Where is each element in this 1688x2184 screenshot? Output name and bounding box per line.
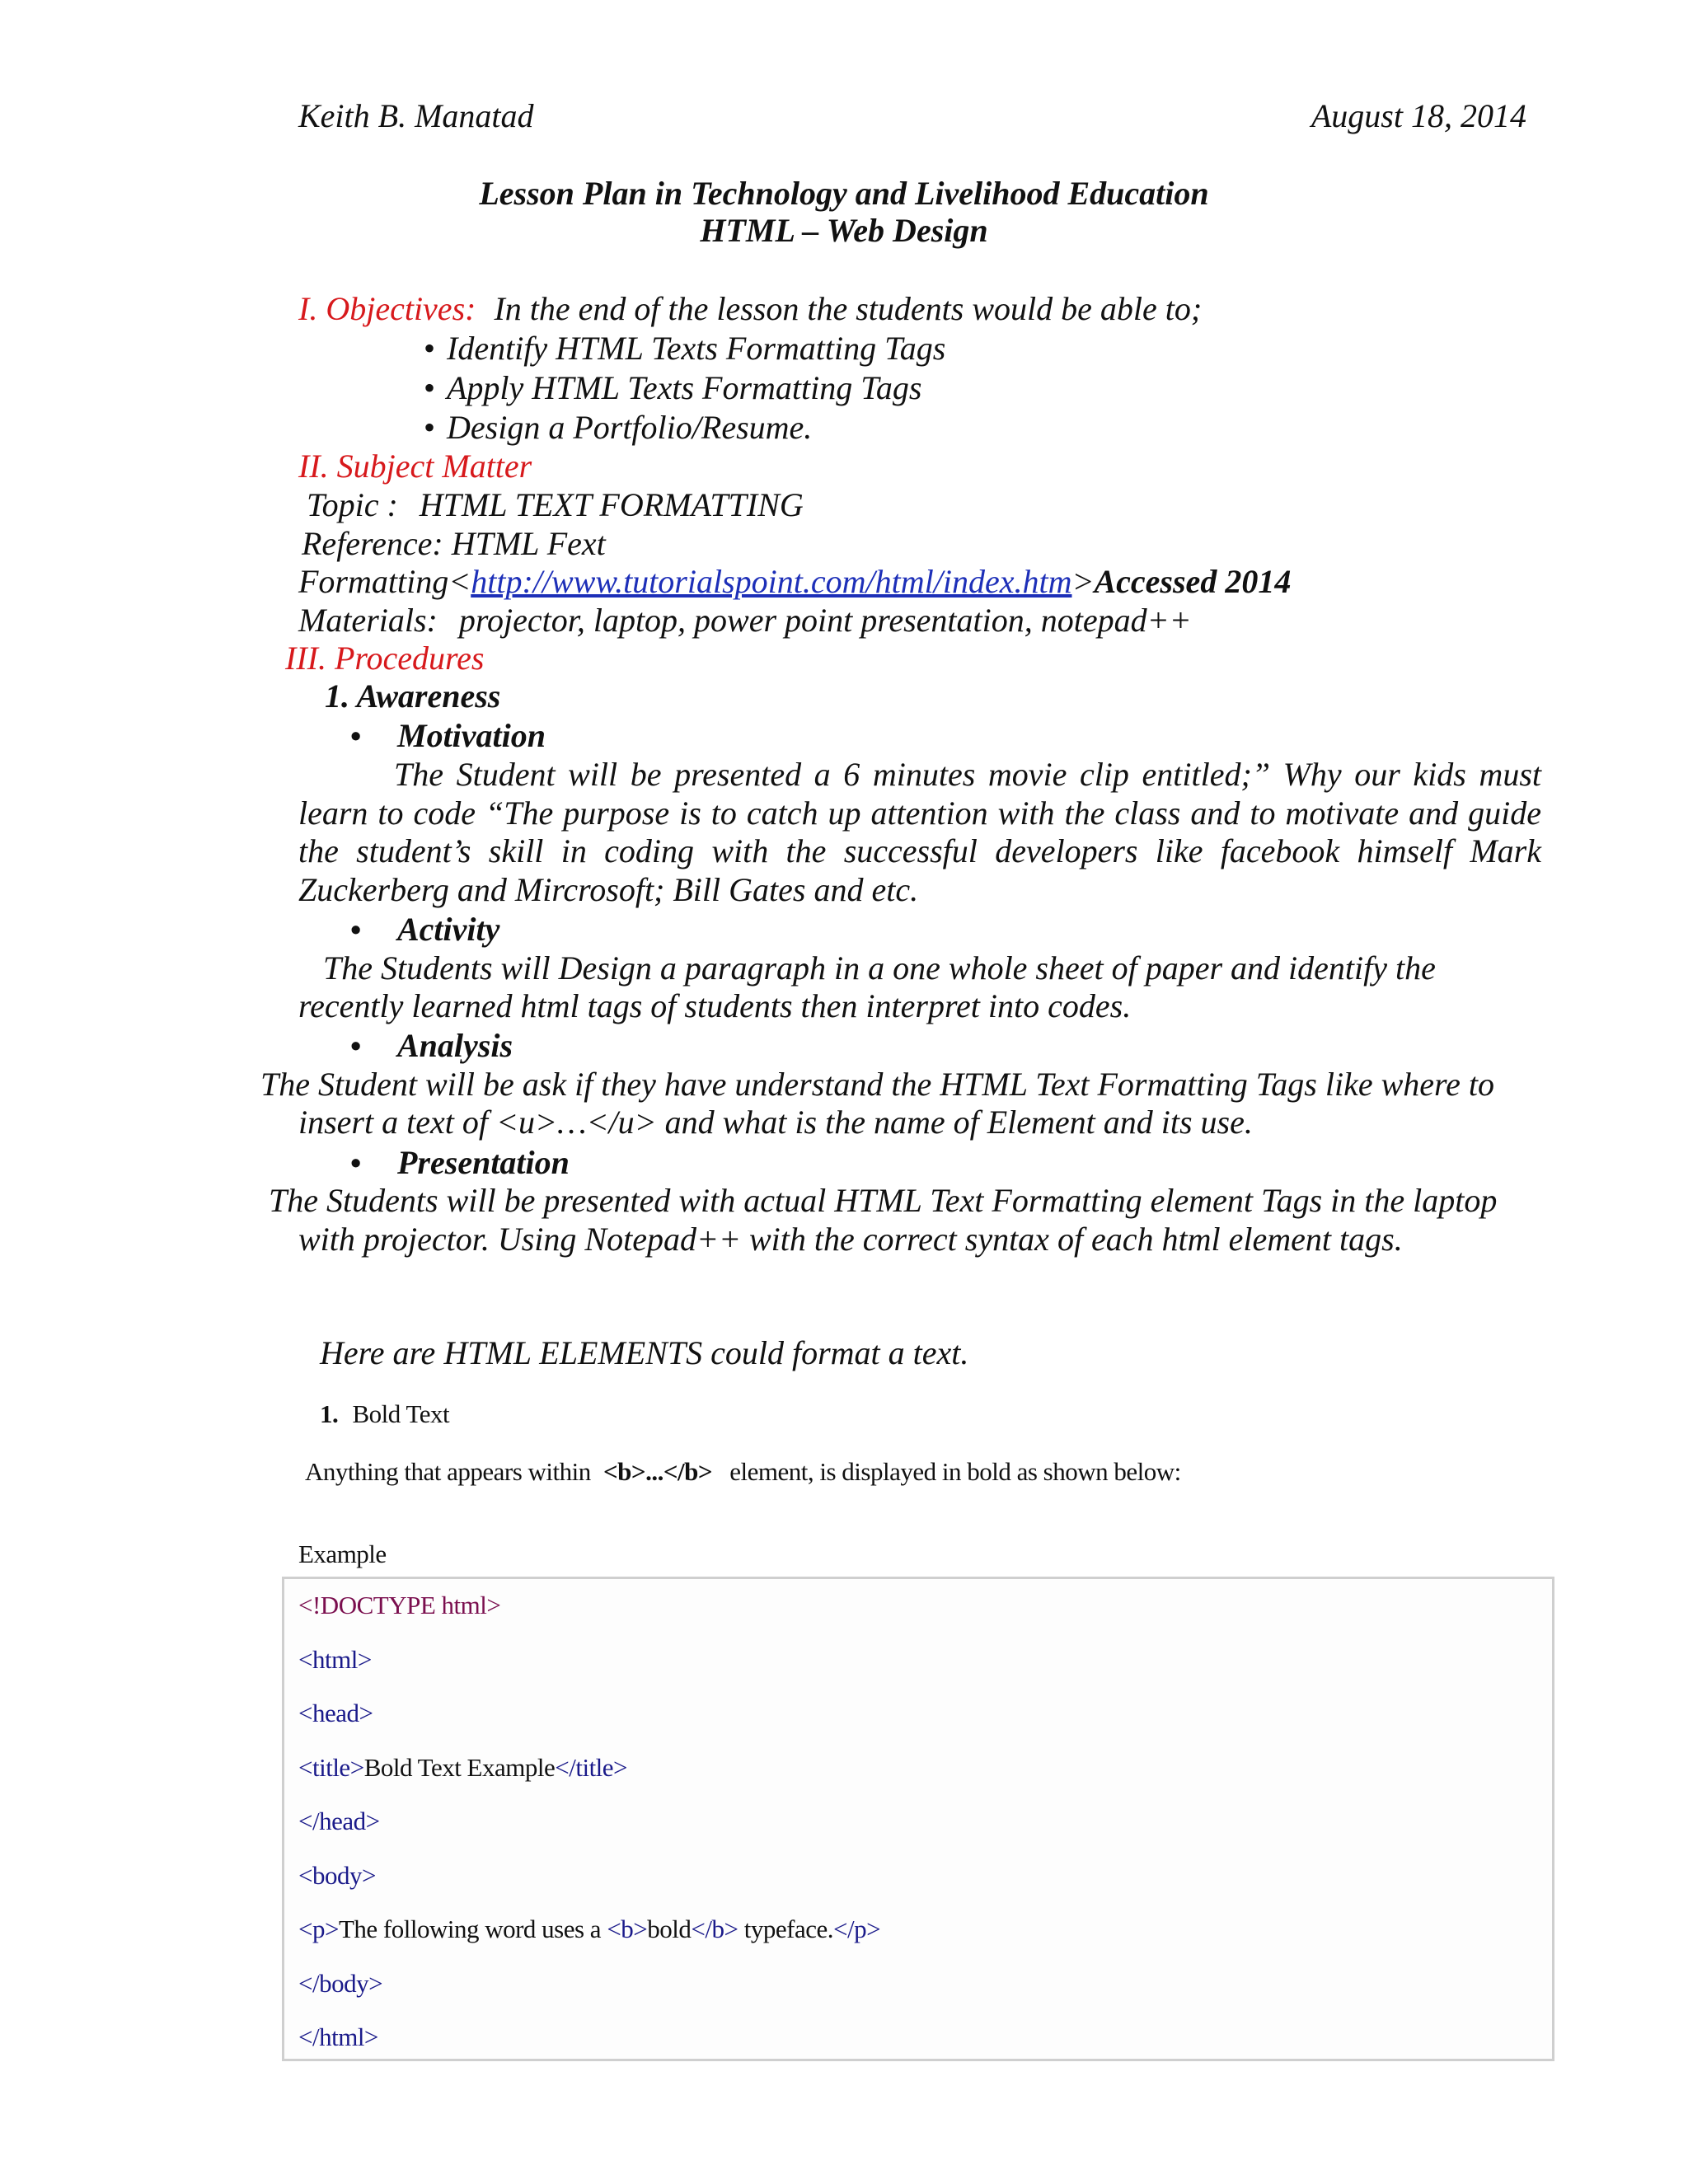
bullet-icon: • xyxy=(350,1029,362,1064)
activity-text-line: recently learned html tags of students then interpret into codes. xyxy=(298,987,1132,1024)
objective-item: • Design a Portfolio/Resume. xyxy=(424,408,812,448)
code-example-box xyxy=(282,1577,1554,2061)
document-date: August 18, 2014 xyxy=(1311,97,1526,134)
elements-intro: Here are HTML ELEMENTS could format a text. xyxy=(320,1334,969,1371)
presentation-text-line: with projector. Using Notepad++ with the correct syntax of each html element tags. xyxy=(298,1221,1403,1258)
procedure-step-awareness: 1. Awareness xyxy=(325,677,501,715)
document-subtitle: HTML – Web Design xyxy=(700,212,988,249)
objectives-intro: In the end of the lesson the students would be able to; xyxy=(494,290,1203,327)
reference-accessed: Accessed 2014 xyxy=(1094,563,1292,600)
objective-item: • Identify HTML Texts Formatting Tags xyxy=(424,329,945,368)
analysis-heading: Analysis xyxy=(397,1027,513,1064)
code-title-open: <title> xyxy=(298,1753,364,1782)
topic-line xyxy=(307,485,804,525)
code-p-text-end: typeface. xyxy=(738,1915,833,1943)
objectives-label: I. Objectives: xyxy=(298,290,476,327)
analysis-text-line: insert a text of <u>…</u> and what is the name of Element and its use. xyxy=(298,1104,1253,1141)
topic-value: HTML TEXT FORMATTING xyxy=(419,486,804,523)
code-doctype: <!DOCTYPE html> xyxy=(298,1591,501,1619)
code-p-close: </p> xyxy=(833,1915,881,1943)
code-paragraph-line xyxy=(298,1914,880,1945)
code-title-line xyxy=(298,1752,627,1783)
activity-text-line: The Students will Design a paragraph in a one whole sheet of paper and identify the xyxy=(323,949,1436,987)
bold-text-heading: Bold Text xyxy=(352,1399,450,1428)
analysis-text-line: The Student will be ask if they have understand the HTML Text Formatting Tags like where to xyxy=(260,1066,1494,1103)
motivation-text-line: the student’s skill in coding with the successful developers like facebook himself Mark xyxy=(298,832,1541,869)
motivation-text-line: Zuckerberg and Mircrosoft; Bill Gates and etc. xyxy=(298,871,919,908)
presentation-heading-row xyxy=(350,1143,570,1183)
objectives-line xyxy=(298,289,1202,329)
motivation-text-line: learn to code “The purpose is to catch up attention with the class and to motivate and guide xyxy=(298,794,1541,832)
objective-item: • Apply HTML Texts Formatting Tags xyxy=(424,368,921,408)
code-p-open: <p> xyxy=(298,1915,339,1943)
materials-line xyxy=(298,601,1192,640)
bold-text-description xyxy=(305,1456,1181,1488)
presentation-text-line: The Students will be presented with actual HTML Text Formatting element Tags in the laptop xyxy=(269,1182,1498,1219)
materials-label: Materials: xyxy=(298,602,438,639)
code-title-text: Bold Text Example xyxy=(363,1753,556,1782)
bullet-icon: • xyxy=(350,719,362,754)
bullet-icon: • xyxy=(350,1146,362,1181)
materials-value: projector, laptop, power point presentation, notepad++ xyxy=(458,602,1192,639)
author-name: Keith B. Manatad xyxy=(298,97,534,134)
code-body-close: </body> xyxy=(298,1969,383,1998)
code-html-open: <html> xyxy=(298,1645,372,1674)
code-html-close: </html> xyxy=(298,2022,378,2051)
code-b-open: <b> xyxy=(607,1915,648,1943)
reference-link[interactable]: http://www.tutorialspoint.com/html/index.htm xyxy=(471,563,1072,600)
topic-label: Topic : xyxy=(307,486,398,523)
procedures-heading: III. Procedures xyxy=(285,640,485,677)
activity-heading-row xyxy=(350,910,499,950)
activity-heading: Activity xyxy=(397,911,500,948)
document-title: Lesson Plan in Technology and Livelihood Education xyxy=(479,175,1209,212)
reference-prefix: Formatting< xyxy=(298,563,471,600)
section-number: 1. xyxy=(320,1399,339,1428)
code-b-text: bold xyxy=(647,1915,692,1943)
motivation-text-line: The Student will be presented a 6 minutes movie clip entitled;” Why our kids must xyxy=(394,756,1541,793)
code-body-open: <body> xyxy=(298,1861,376,1890)
presentation-heading: Presentation xyxy=(397,1144,570,1181)
code-b-close: </b> xyxy=(691,1915,738,1943)
code-title-close: </title> xyxy=(555,1753,628,1782)
description-before: Anything that appears within xyxy=(305,1457,591,1486)
bold-text-heading-row xyxy=(320,1399,449,1430)
description-code: <b>...</b> xyxy=(603,1457,713,1486)
description-after: element, is displayed in bold as shown below: xyxy=(729,1457,1181,1486)
subject-matter-heading: II. Subject Matter xyxy=(298,448,532,485)
code-head-open: <head> xyxy=(298,1699,373,1727)
example-label: Example xyxy=(298,1540,387,1568)
motivation-heading: Motivation xyxy=(397,717,546,754)
bullet-icon: • xyxy=(350,913,362,948)
code-head-close: </head> xyxy=(298,1807,380,1835)
code-p-text: The following word uses a xyxy=(338,1915,607,1943)
motivation-heading-row xyxy=(350,716,546,757)
reference-line: Reference: HTML Fext xyxy=(302,525,606,562)
reference-suffix: > xyxy=(1071,563,1095,600)
reference-url-line xyxy=(298,562,1291,602)
analysis-heading-row xyxy=(350,1026,513,1066)
